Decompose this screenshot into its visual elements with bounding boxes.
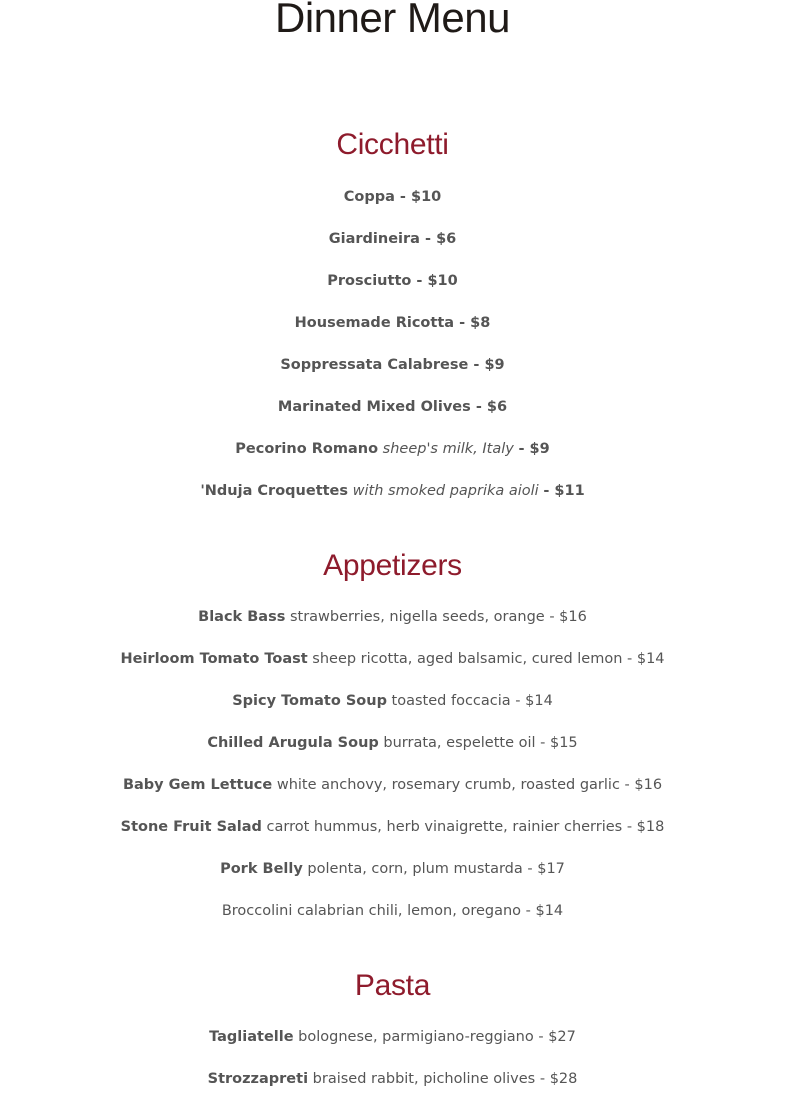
item-price: - $9 <box>518 441 550 457</box>
item-name: Stone Fruit Salad <box>120 819 262 835</box>
menu-item <box>0 901 785 921</box>
item-name: Strozzapreti <box>207 1071 309 1087</box>
menu-item <box>0 481 785 501</box>
menu-item <box>0 1027 785 1047</box>
menu-item <box>0 187 785 207</box>
menu-item <box>0 733 785 753</box>
menu-item <box>0 607 785 627</box>
item-name: Pork Belly <box>220 861 303 877</box>
item-description: carrot hummus, herb vinaigrette, rainier cherries - $18 <box>261 819 665 835</box>
menu-item <box>0 691 785 711</box>
page-title: Dinner Menu <box>275 0 510 41</box>
item-name: Heirloom Tomato Toast <box>120 651 308 667</box>
menu-item <box>0 355 785 375</box>
item-description: sheep ricotta, aged balsamic, cured lemon - $14 <box>307 651 665 667</box>
item-name: 'Nduja Croquettes <box>200 483 349 499</box>
menu-item <box>0 1069 785 1089</box>
menu-item <box>0 229 785 249</box>
item-description: bolognese, parmigiano-reggiano - $27 <box>293 1029 576 1045</box>
item-name: Baby Gem Lettuce <box>122 777 273 793</box>
item-description: with smoked paprika aioli <box>348 483 544 499</box>
item-price: - $6 <box>470 399 508 415</box>
menu-item <box>0 397 785 417</box>
item-description: Broccolini calabrian chili, lemon, oregano - $14 <box>221 903 564 919</box>
menu-item <box>0 439 785 459</box>
item-name: Marinated Mixed Olives <box>277 399 471 415</box>
item-description: braised rabbit, picholine olives - $28 <box>308 1071 578 1087</box>
item-description: sheep's milk, Italy <box>378 441 519 457</box>
item-description: strawberries, nigella seeds, orange - $16 <box>285 609 587 625</box>
menu-item <box>0 649 785 669</box>
menu-item <box>0 775 785 795</box>
item-description: white anchovy, rosemary crumb, roasted garlic - $16 <box>272 777 663 793</box>
item-name: Coppa <box>343 189 395 205</box>
item-description: toasted foccacia - $14 <box>386 693 553 709</box>
item-name: Tagliatelle <box>209 1029 294 1045</box>
item-price: - $11 <box>543 483 585 499</box>
item-name: Chilled Arugula Soup <box>207 735 379 751</box>
item-price: - $8 <box>454 315 491 331</box>
item-name: Spicy Tomato Soup <box>232 693 387 709</box>
item-price: - $10 <box>411 273 458 289</box>
item-name: Black Bass <box>198 609 286 625</box>
menu-item <box>0 313 785 333</box>
item-description: burrata, espelette oil - $15 <box>378 735 578 751</box>
section-title-pasta: Pasta <box>354 969 431 1002</box>
item-price: - $9 <box>468 357 505 373</box>
item-description: polenta, corn, plum mustarda - $17 <box>302 861 565 877</box>
menu-item <box>0 817 785 837</box>
item-price: - $6 <box>419 231 457 247</box>
section-title-appetizers: Appetizers <box>323 549 462 582</box>
menu-item <box>0 271 785 291</box>
item-name: Giardineira <box>328 231 420 247</box>
section-title-cicchetti: Cicchetti <box>336 128 449 161</box>
menu-item <box>0 859 785 879</box>
item-name: Prosciutto <box>327 273 412 289</box>
item-name: Soppressata Calabrese <box>280 357 469 373</box>
item-name: Pecorino Romano <box>235 441 379 457</box>
item-price: - $10 <box>394 189 442 205</box>
item-name: Housemade Ricotta <box>294 315 455 331</box>
